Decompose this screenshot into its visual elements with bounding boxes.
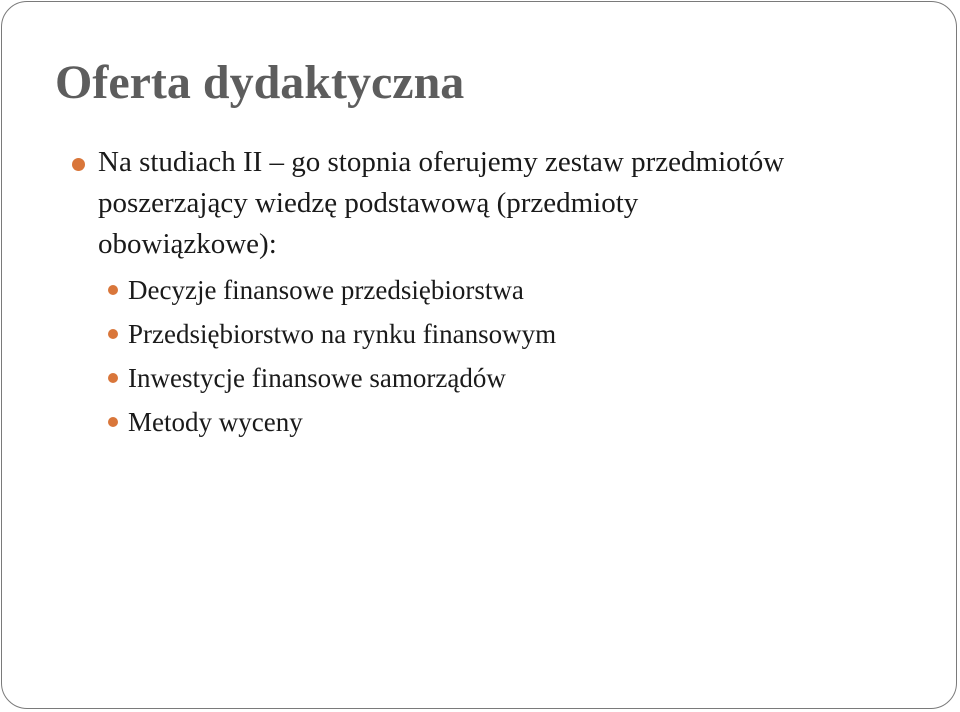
- bullet-icon: [108, 329, 118, 339]
- subject-list: [72, 268, 872, 444]
- list-item: [108, 268, 872, 312]
- list-item: [108, 356, 872, 400]
- bullet-icon: [72, 158, 85, 171]
- list-item: [108, 400, 872, 444]
- main-bullet-item: [72, 142, 818, 265]
- subject-label: Decyzje finansowe przedsiębiorstwa: [128, 275, 524, 305]
- bullet-icon: [108, 285, 118, 295]
- slide-title: Oferta dydaktyczna: [55, 56, 465, 109]
- bullet-icon: [108, 373, 118, 383]
- subject-label: Metody wyceny: [128, 407, 303, 437]
- slide: [1, 1, 957, 709]
- bullet-icon: [108, 417, 118, 427]
- main-bullet-text: Na studiach II – go stopnia oferujemy zestaw przedmiotów poszerzający wiedzę podstawową (przedmioty obowiązkowe):: [98, 146, 785, 260]
- slide-content: [72, 142, 872, 444]
- subject-label: Inwestycje finansowe samorządów: [128, 363, 506, 393]
- subject-label: Przedsiębiorstwo na rynku finansowym: [128, 319, 557, 349]
- list-item: [108, 312, 872, 356]
